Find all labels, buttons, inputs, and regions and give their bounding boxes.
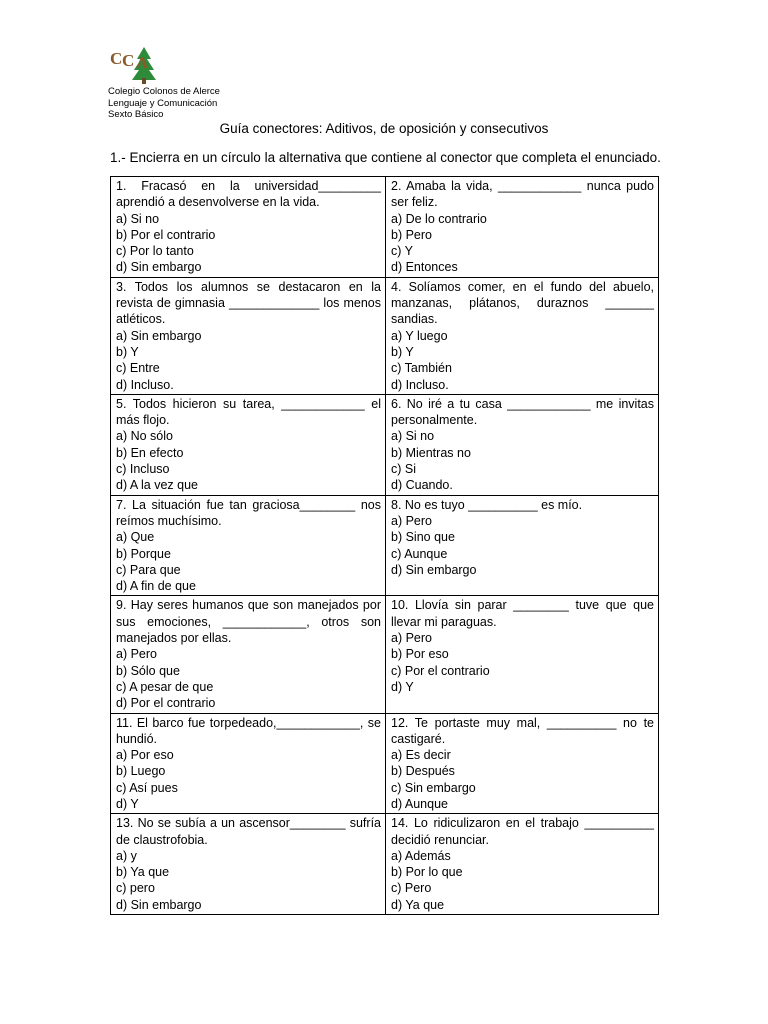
instruction-text: 1.- Encierra en un círculo la alternativa que contiene al conector que completa el enunciado.	[110, 150, 661, 165]
question-row	[111, 814, 659, 915]
answer-option[interactable]: a) Que	[116, 530, 155, 545]
school-name: Colegio Colonos de Alerce	[108, 86, 220, 97]
question-stem: 12. Te portaste muy mal, __________ no te castigaré.	[391, 715, 654, 746]
svg-text:C: C	[110, 49, 123, 68]
question-cell	[111, 394, 386, 495]
question-cell	[386, 713, 659, 814]
answer-option[interactable]: b) Y	[391, 344, 414, 359]
answer-option[interactable]: b) Porque	[116, 546, 171, 561]
question-stem: 11. El barco fue torpedeado,____________, se hundió.	[116, 715, 381, 746]
answer-option[interactable]: c) Incluso	[116, 462, 170, 477]
answer-option[interactable]: b) Por eso	[391, 647, 449, 662]
answer-option[interactable]: a) No sólo	[116, 429, 173, 444]
answer-option[interactable]: d) Aunque	[391, 796, 448, 811]
question-cell	[386, 596, 659, 713]
answer-option[interactable]: b) Después	[391, 764, 455, 779]
question-row	[111, 177, 659, 278]
answer-option[interactable]: a) Pero	[391, 513, 432, 528]
question-cell	[111, 596, 386, 713]
question-cell	[386, 394, 659, 495]
question-cell	[111, 814, 386, 915]
answer-option[interactable]: d) Y	[391, 679, 414, 694]
question-cell	[111, 713, 386, 814]
answer-option[interactable]: a) Pero	[116, 647, 157, 662]
question-stem: 9. Hay seres humanos que son manejados por sus emociones, ____________, otros son manejados por ellas.	[116, 598, 381, 646]
answer-option[interactable]: d) Sin embargo	[391, 562, 477, 577]
question-stem: 6. No iré a tu casa ____________ me invitas personalmente.	[391, 396, 654, 428]
answer-option[interactable]: b) Y	[116, 344, 139, 359]
subject-name: Lenguaje y Comunicación	[108, 97, 218, 109]
answer-option[interactable]: c) Sin embargo	[391, 780, 476, 795]
question-row	[111, 394, 659, 495]
answer-option[interactable]: b) Ya que	[116, 865, 170, 880]
answer-option[interactable]: d) Entonces	[391, 260, 458, 275]
question-cell	[386, 814, 659, 915]
answer-option[interactable]: d) Sin embargo	[116, 260, 202, 275]
question-cell	[386, 277, 659, 394]
answer-option[interactable]: a) De lo contrario	[391, 211, 487, 226]
answer-option[interactable]: d) Por el contrario	[116, 696, 216, 711]
question-stem: 10. Llovía sin parar ________ tuve que que llevar mi paraguas.	[391, 598, 654, 629]
question-stem: 14. Lo ridiculizaron en el trabajo __________ decidió renunciar.	[391, 816, 654, 847]
answer-option[interactable]: d) A la vez que	[116, 478, 199, 493]
question-stem: 5. Todos hicieron su tarea, ____________ el más flojo.	[116, 396, 381, 428]
question-row	[111, 277, 659, 394]
answer-option[interactable]: c) Para que	[116, 562, 181, 577]
question-stem: 3. Todos los alumnos se destacaron en la revista de gimnasia _____________ los menos atléticos.	[116, 279, 381, 327]
answer-option[interactable]: c) pero	[116, 881, 155, 896]
question-stem: 7. La situación fue tan graciosa________ nos reímos muchísimo.	[116, 497, 381, 528]
answer-option[interactable]: b) En efecto	[116, 445, 184, 460]
answer-option[interactable]: b) Pero	[391, 227, 432, 242]
answer-option[interactable]: b) Luego	[116, 764, 166, 779]
question-cell	[386, 495, 659, 596]
answer-option[interactable]: d) Y	[116, 796, 139, 811]
svg-text:C: C	[122, 51, 135, 70]
answer-option[interactable]: c) También	[391, 361, 452, 376]
answer-option[interactable]: d) Cuando.	[391, 478, 453, 493]
answer-option[interactable]: a) Sin embargo	[116, 328, 202, 343]
question-cell	[111, 495, 386, 596]
answer-option[interactable]: c) Y	[391, 244, 413, 259]
answer-option[interactable]: b) Por lo que	[391, 865, 463, 880]
answer-option[interactable]: a) Pero	[391, 631, 432, 646]
answer-option[interactable]: c) Aunque	[391, 546, 448, 561]
answer-option[interactable]: c) Pero	[391, 881, 432, 896]
question-stem: 8. No es tuyo __________ es mío.	[391, 497, 583, 512]
question-stem: 13. No se subía a un ascensor________ sufría de claustrofobia.	[116, 816, 381, 847]
answer-option[interactable]: d) Ya que	[391, 897, 445, 912]
answer-option[interactable]: b) Sólo que	[116, 663, 180, 678]
question-row	[111, 713, 659, 814]
questions-table	[110, 176, 659, 915]
answer-option[interactable]: d) Sin embargo	[116, 897, 202, 912]
answer-option[interactable]: c) Por lo tanto	[116, 244, 194, 259]
answer-option[interactable]: b) Sino que	[391, 530, 455, 545]
answer-option[interactable]: d) Incluso.	[391, 377, 449, 392]
answer-option[interactable]: a) y	[116, 848, 137, 863]
answer-option[interactable]: c) Así pues	[116, 780, 178, 795]
question-stem: 1. Fracasó en la universidad_________ aprendió a desenvolverse en la vida.	[116, 179, 381, 210]
answer-option[interactable]: c) Si	[391, 462, 416, 477]
school-header	[108, 86, 220, 121]
svg-text:A: A	[136, 53, 149, 72]
question-cell	[111, 277, 386, 394]
answer-option[interactable]: b) Por el contrario	[116, 227, 216, 242]
answer-option[interactable]: d) Incluso.	[116, 377, 174, 392]
answer-option[interactable]: a) Si no	[391, 429, 435, 444]
question-cell	[111, 177, 386, 278]
answer-option[interactable]: c) Por el contrario	[391, 663, 490, 678]
page-title: Guía conectores: Aditivos, de oposición y consecutivos	[219, 121, 549, 136]
question-stem: 2. Amaba la vida, ____________ nunca pudo ser feliz.	[391, 179, 654, 210]
answer-option[interactable]: a) Si no	[116, 211, 160, 226]
answer-option[interactable]: a) Además	[391, 848, 451, 863]
answer-option[interactable]: a) Por eso	[116, 748, 174, 763]
question-stem: 4. Solíamos comer, en el fundo del abuelo, manzanas, plátanos, duraznos _______ sandias.	[391, 279, 654, 327]
school-logo-icon	[108, 44, 160, 84]
question-cell	[386, 177, 659, 278]
question-row	[111, 596, 659, 713]
grade-level: Sexto Básico	[108, 109, 164, 120]
answer-option[interactable]: c) Entre	[116, 361, 160, 376]
answer-option[interactable]: d) A fin de que	[116, 579, 196, 594]
answer-option[interactable]: a) Es decir	[391, 748, 451, 763]
question-row	[111, 495, 659, 596]
answer-option[interactable]: c) A pesar de que	[116, 679, 214, 694]
answer-option[interactable]: a) Y luego	[391, 328, 448, 343]
answer-option[interactable]: b) Mientras no	[391, 445, 471, 460]
